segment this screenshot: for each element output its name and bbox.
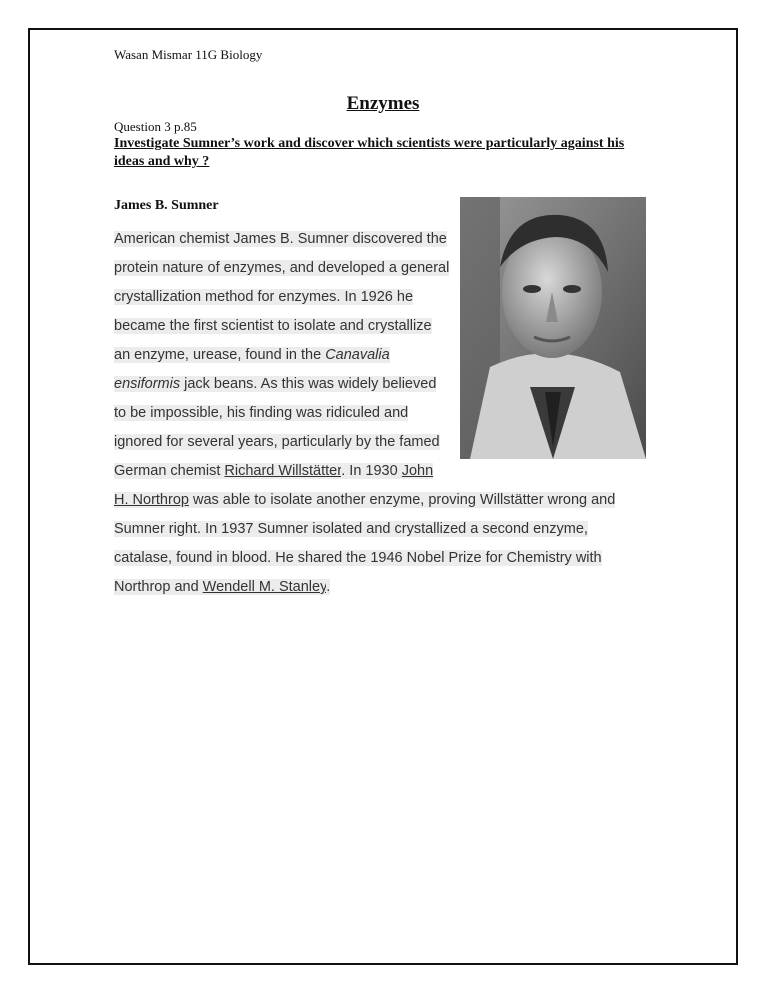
- author-line: Wasan Mismar 11G Biology: [114, 47, 263, 62]
- question-reference: Question 3 p.85: [114, 119, 197, 134]
- portrait-photo: [460, 197, 646, 459]
- paragraph-text: American chemist James B. Sumner discovered the protein nature of enzymes, and developed a general crystallization method for enzymes. In 1926 he became the first scientist to isolate and crystallize an enzyme, urease, found in the: [114, 231, 450, 363]
- paragraph-text: . In 1930: [341, 463, 402, 479]
- body-paragraph: [114, 225, 644, 602]
- link-richard-willstatter[interactable]: Richard Willstätter: [224, 463, 342, 479]
- link-wendell-stanley[interactable]: Wendell M. Stanley: [202, 579, 327, 595]
- portrait-photo-icon: [460, 197, 646, 459]
- species-name: Canavalia ensiformis: [114, 347, 390, 392]
- paragraph-text: was able to isolate another enzyme, proving Willstätter wrong and Sumner right. In 1937 Sumner isolated and crystallized a second enzyme, catalase, found in blood. He shared the 1946 Nobel Prize for Chemistry with Northrop and: [114, 492, 616, 595]
- section-heading: James B. Sumner: [114, 198, 219, 213]
- question-text: Investigate Sumner’s work and discover which scientists were particularly against his ideas and why ?: [114, 136, 625, 169]
- document-page: [28, 28, 738, 965]
- paragraph-text: jack beans. As this was widely believed to be impossible, his finding was ridiculed and ignored for several years, particularly by the famed German chemist: [114, 376, 440, 479]
- page-title: Enzymes: [346, 93, 420, 114]
- link-john-northrop[interactable]: John H. Northrop: [114, 463, 434, 508]
- paragraph-text: .: [326, 579, 331, 595]
